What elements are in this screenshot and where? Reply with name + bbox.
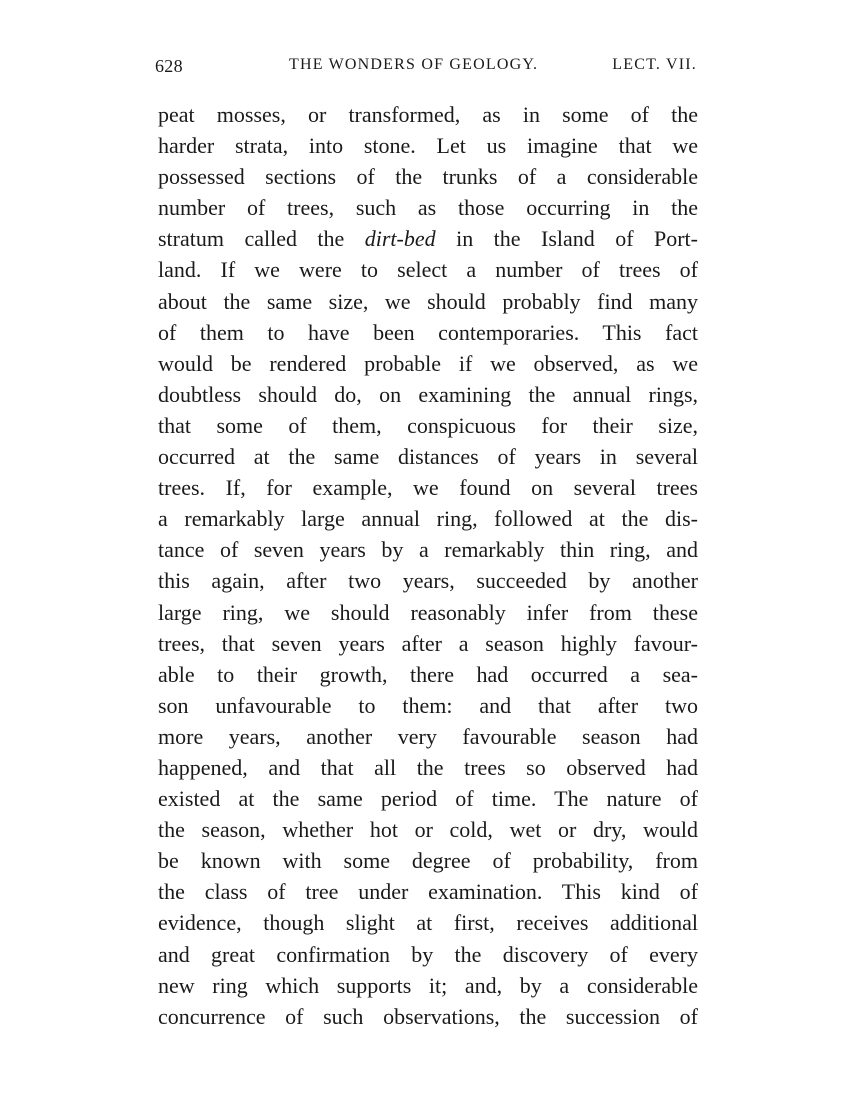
- text-segment: of them to have been contemporaries. This fact: [158, 319, 698, 345]
- text-segment: possessed sections of the trunks of a considerable: [158, 164, 698, 190]
- text-line: [158, 99, 698, 130]
- text-segment: happened, and that all the trees so observed had: [158, 754, 698, 780]
- page-number: 628: [155, 56, 183, 76]
- text-segment: peat mosses, or transformed, as in some of the: [158, 102, 698, 127]
- text-segment: more years, another very favourable season had: [158, 723, 698, 749]
- text-segment: trees. If, for example, we found on several trees: [158, 475, 698, 501]
- text-segment: doubtless should do, on examining the annual rings,: [158, 381, 698, 407]
- text-segment: tance of seven years by a remarkably thin ring, and: [158, 537, 698, 563]
- italic-term: dirt-bed: [364, 226, 436, 252]
- text-segment: evidence, though slight at first, receives additional: [158, 910, 698, 936]
- text-line: [158, 410, 698, 441]
- text-segment: this again, after two years, succeeded by another: [158, 568, 698, 594]
- text-line: [158, 223, 698, 254]
- text-line: [158, 130, 698, 161]
- text-line: [158, 628, 698, 659]
- text-line: [158, 503, 698, 534]
- text-line: [158, 939, 698, 970]
- text-line: [158, 286, 698, 317]
- text-line: [158, 441, 698, 472]
- text-segment: a remarkably large annual ring, followed at the dis-: [158, 506, 698, 532]
- text-segment: concurrence of such observations, the succession of: [158, 1003, 698, 1029]
- text-line: [158, 783, 698, 814]
- text-line: [158, 1001, 698, 1032]
- text-line: [158, 254, 698, 285]
- text-segment: about the same size, we should probably find many: [158, 288, 698, 314]
- text-line: [158, 721, 698, 752]
- text-segment: trees, that seven years after a season highly favour-: [158, 630, 698, 656]
- text-segment: would be rendered probable if we observed, as we: [158, 350, 698, 376]
- text-line: [158, 348, 698, 379]
- body-text: [158, 99, 698, 1032]
- text-line: [158, 659, 698, 690]
- text-line: [158, 845, 698, 876]
- text-line: [158, 752, 698, 783]
- text-segment: that some of them, conspicuous for their size,: [158, 412, 698, 438]
- text-line: [158, 534, 698, 565]
- text-line: [158, 565, 698, 596]
- text-line: [158, 690, 698, 721]
- text-segment: land. If we were to select a number of trees of: [158, 257, 698, 283]
- text-line: [158, 814, 698, 845]
- text-line: [158, 907, 698, 938]
- text-segment: in the Island of Port-: [435, 226, 698, 252]
- text-line: [158, 379, 698, 410]
- text-segment: be known with some degree of probability, from: [158, 848, 698, 874]
- text-segment: large ring, we should reasonably infer from these: [158, 599, 698, 625]
- running-header: [155, 56, 697, 86]
- text-line: [158, 317, 698, 348]
- text-segment: the season, whether hot or cold, wet or dry, would: [158, 817, 698, 843]
- section-label: LECT. VII.: [612, 56, 697, 73]
- text-line: [158, 970, 698, 1001]
- text-segment: number of trees, such as those occurring in the: [158, 195, 698, 221]
- text-line: [158, 876, 698, 907]
- running-title: THE WONDERS OF GEOLOGY.: [289, 56, 539, 73]
- text-line: [158, 192, 698, 223]
- text-segment: harder strata, into stone. Let us imagine that we: [158, 133, 698, 159]
- text-segment: existed at the same period of time. The nature of: [158, 786, 698, 812]
- text-segment: occurred at the same distances of years in several: [158, 444, 698, 470]
- text-segment: new ring which supports it; and, by a considerable: [158, 972, 698, 998]
- text-segment: son unfavourable to them: and that after two: [158, 692, 698, 718]
- text-line: [158, 472, 698, 503]
- text-segment: and great confirmation by the discovery of every: [158, 941, 698, 967]
- text-line: [158, 597, 698, 628]
- text-segment: stratum called the: [158, 226, 365, 252]
- text-line: [158, 161, 698, 192]
- text-segment: the class of tree under examination. This kind of: [158, 879, 698, 905]
- text-segment: able to their growth, there had occurred a sea-: [158, 661, 698, 687]
